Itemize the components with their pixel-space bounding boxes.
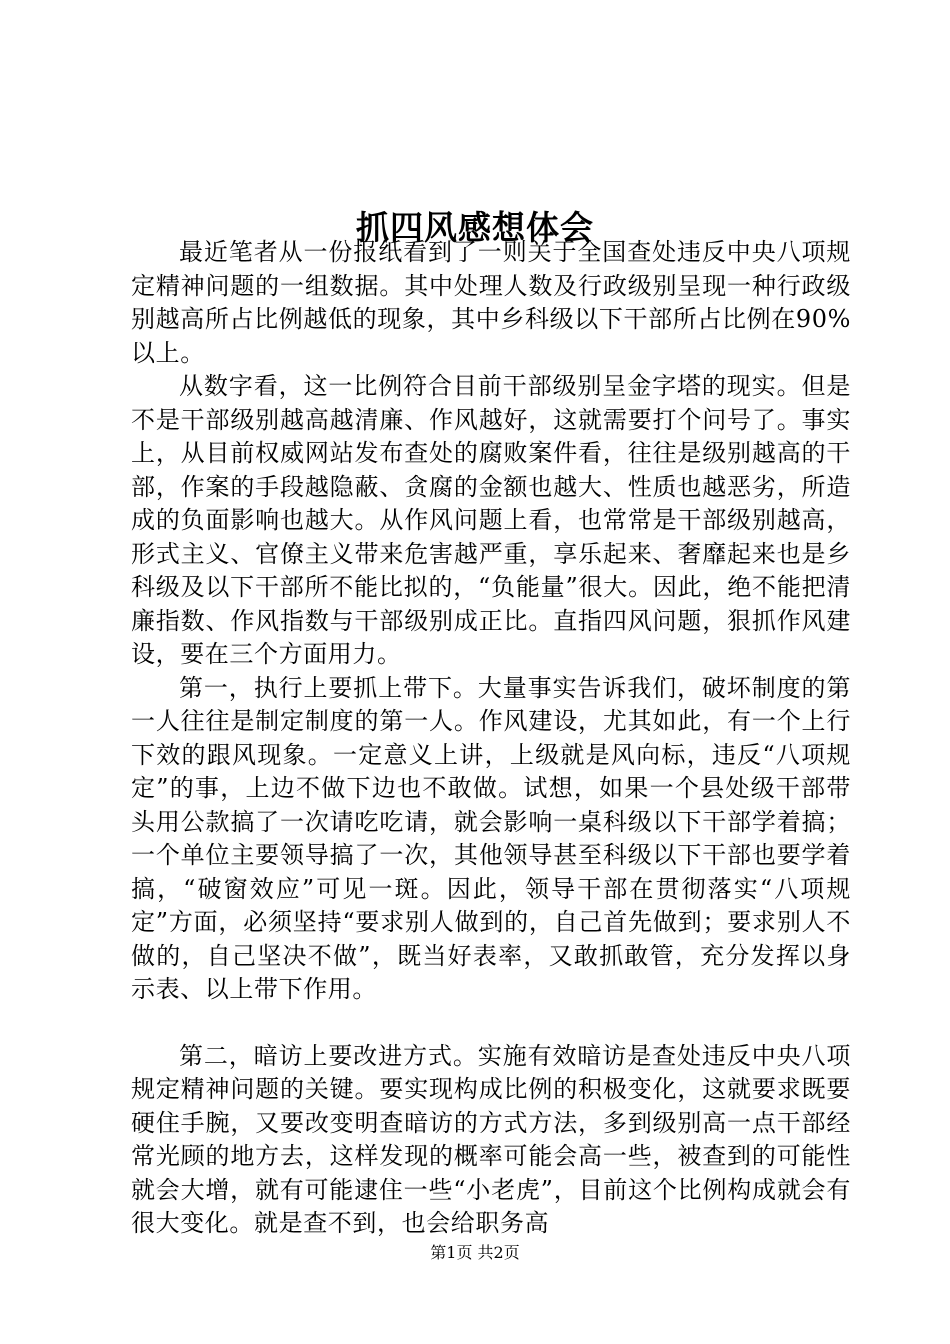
- document-title: 抓四风感想体会: [356, 208, 594, 248]
- paragraph-2: 从数字看，这一比例符合目前干部级别呈金字塔的现实。但是不是干部级别越高越清廉、作风越好，这就需要打个问号了。事实上，从目前权威网站发布查处的腐败案件看，往往是级别越高的干部，作案的手段越隐蔽、贪腐的金额也越大、性质也越恶劣，所造成的负面影响也越大。从作风问题上看，也常常是干部级别越高，形式主义、官僚主义带来危害越严重，享乐起来、奢靡起来也是乡科级及以下干部所不能比拟的，“负能量”很大。因此，绝不能把清廉指数、作风指数与干部级别成正比。直指四风问题，狠抓作风建设，要在三个方面用力。: [131, 372, 851, 668]
- paragraph-4: 第二，暗访上要改进方式。实施有效暗访是查处违反中央八项规定精神问题的关键。要实现构成比例的积极变化，这就要求既要硬住手腕，又要改变明查暗访的方式方法，多到级别高一点干部经常光顾的地方去，这样发现的概率可能会高一些，被查到的可能性就会大增，就有可能逮住一些“小老虎”，目前这个比例构成就会有很大变化。就是查不到，也会给职务高: [131, 1041, 851, 1237]
- paragraph-3: 第一，执行上要抓上带下。大量事实告诉我们，破坏制度的第一人往往是制定制度的第一人。作风建设，尤其如此，有一个上行下效的跟风现象。一定意义上讲，上级就是风向标，违反“八项规定”的事，上边不做下边也不敢做。试想，如果一个县处级干部带头用公款搞了一次请吃吃请，就会影响一桌科级以下干部学着搞；一个单位主要领导搞了一次，其他领导甚至科级以下干部也要学着搞，“破窗效应”可见一斑。因此，领导干部在贯彻落实“八项规定”方面，必须坚持“要求别人做到的，自己首先做到；要求别人不做的，自己坚决不做”，既当好表率，又敢抓敢管，充分发挥以身示表、以上带下作用。: [131, 673, 851, 1003]
- paragraph-1: 最近笔者从一份报纸看到了一则关于全国查处违反中央八项规定精神问题的一组数据。其中处理人数及行政级别呈现一种行政级别越高所占比例越低的现象，其中乡科级以下干部所占比例在90%以上。: [131, 238, 851, 367]
- document-body: [131, 236, 851, 1241]
- page-number-footer: 第1页 共2页: [430, 1243, 520, 1262]
